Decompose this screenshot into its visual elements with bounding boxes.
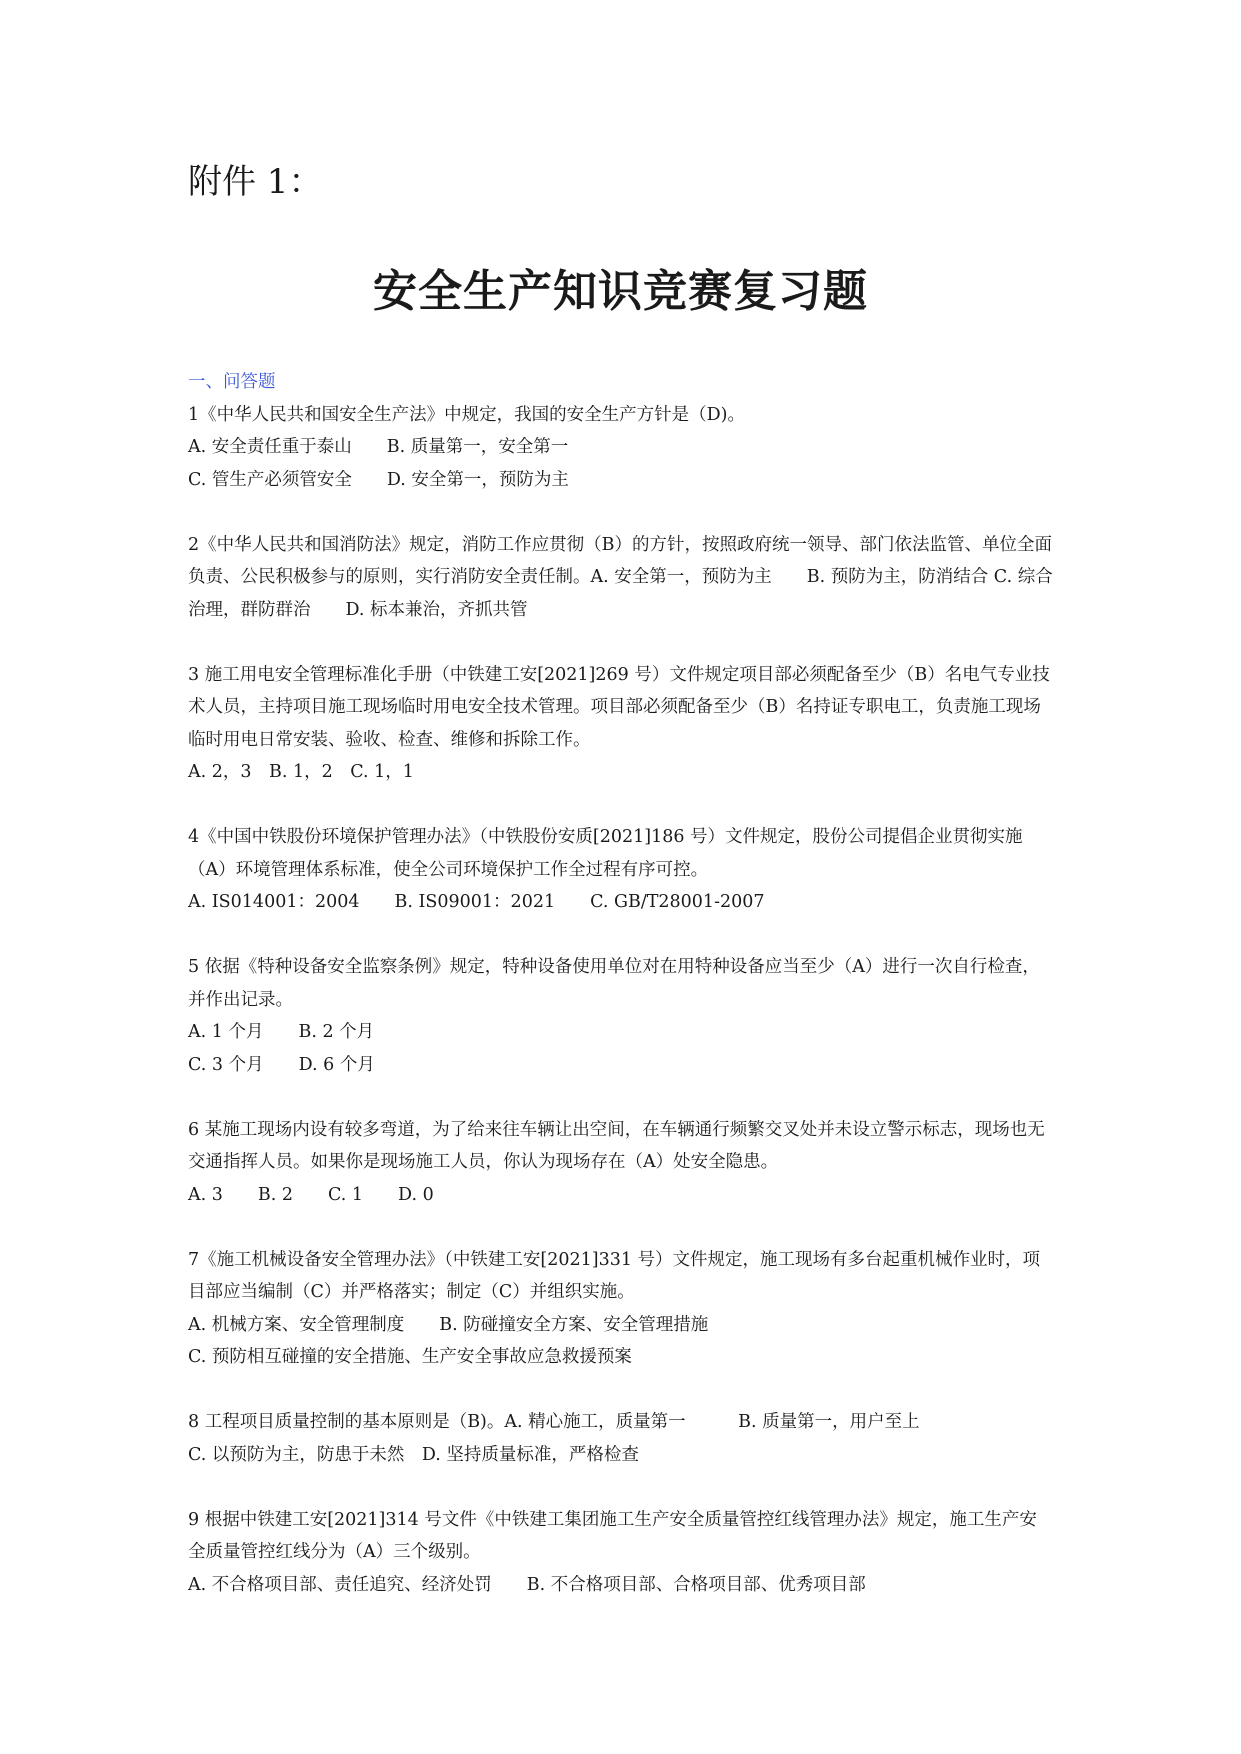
question-text: 1《中华人民共和国安全生产法》中规定，我国的安全生产方针是（D)。 bbox=[188, 404, 745, 425]
question-option: C. 管生产必须管安全 D. 安全第一，预防为主 bbox=[188, 469, 569, 490]
question-text: 2《中华人民共和国消防法》规定，消防工作应贯彻（B）的方针，按照政府统一领导、部门依法监管、单位全面负责、公民积极参与的原则，实行消防安全责任制。A. 安全第一，预防为主 B. 预防为主，防消结合 C. 综合治理，群防群治 D. 标本兼治，齐抓共管 bbox=[188, 534, 1053, 620]
question-3 bbox=[188, 659, 1054, 789]
attachment-label: 附件 1： bbox=[188, 162, 323, 202]
question-text: 6 某施工现场内设有较多弯道，为了给来往车辆让出空间，在车辆通行频繁交叉处并未设立警示标志，现场也无交通指挥人员。如果你是现场施工人员，你认为现场存在（A）处安全隐患。 bbox=[188, 1119, 1045, 1172]
section-heading: 一、问答题 bbox=[188, 372, 276, 392]
question-7 bbox=[188, 1244, 1054, 1374]
question-4 bbox=[188, 821, 1054, 919]
question-8 bbox=[188, 1406, 1054, 1471]
question-option: C. 以预防为主，防患于未然 D. 坚持质量标准，严格检查 bbox=[188, 1444, 639, 1465]
document-title: 安全生产知识竞赛复习题 bbox=[373, 266, 868, 317]
question-text: 8 工程项目质量控制的基本原则是（B)。A. 精心施工，质量第一 B. 质量第一，用户至上 bbox=[188, 1412, 920, 1432]
question-option: A. 3 B. 2 C. 1 D. 0 bbox=[188, 1184, 434, 1205]
question-option: A. 机械方案、安全管理制度 B. 防碰撞安全方案、安全管理措施 bbox=[188, 1314, 709, 1335]
question-6 bbox=[188, 1114, 1054, 1212]
question-option: C. 预防相互碰撞的安全措施、生产安全事故应急救援预案 bbox=[188, 1347, 632, 1367]
question-option: A. IS014001：2004 B. IS09001：2021 C. GB/T28001-2007 bbox=[188, 892, 765, 912]
question-1 bbox=[188, 399, 1054, 497]
document-body bbox=[188, 366, 1054, 1634]
question-option: A. 2，3 B. 1，2 C. 1，1 bbox=[188, 762, 414, 782]
question-option: A. 不合格项目部、责任追究、经济处罚 B. 不合格项目部、合格项目部、优秀项目部 bbox=[188, 1574, 866, 1595]
question-option: C. 3 个月 D. 6 个月 bbox=[188, 1054, 375, 1075]
question-option: A. 安全责任重于泰山 B. 质量第一，安全第一 bbox=[188, 437, 569, 457]
question-5 bbox=[188, 951, 1054, 1081]
question-text: 5 依据《特种设备安全监察条例》规定，特种设备使用单位对在用特种设备应当至少（A）进行一次自行检查，并作出记录。 bbox=[188, 957, 1040, 1010]
question-option: A. 1 个月 B. 2 个月 bbox=[188, 1022, 375, 1042]
question-9 bbox=[188, 1504, 1054, 1602]
question-text: 3 施工用电安全管理标准化手册（中铁建工安[2021]269 号）文件规定项目部必须配备至少（B）名电气专业技术人员，主持项目施工现场临时用电安全技术管理。项目部必须配备至少（B）名持证专职电工，负责施工现场临时用电日常安装、验收、检查、维修和拆除工作。 bbox=[188, 664, 1050, 750]
question-text: 4《中国中铁股份环境保护管理办法》（中铁股份安质[2021]186 号）文件规定，股份公司提倡企业贯彻实施（A）环境管理体系标准，使全公司环境保护工作全过程有序可控。 bbox=[188, 827, 1023, 880]
question-2 bbox=[188, 529, 1054, 627]
question-text: 7《施工机械设备安全管理办法》（中铁建工安[2021]331 号）文件规定，施工现场有多台起重机械作业时，项目部应当编制（C）并严格落实；制定（C）并组织实施。 bbox=[188, 1249, 1041, 1302]
question-text: 9 根据中铁建工安[2021]314 号文件《中铁建工集团施工生产安全质量管控红线管理办法》规定，施工生产安全质量管控红线分为（A）三个级别。 bbox=[188, 1509, 1037, 1562]
